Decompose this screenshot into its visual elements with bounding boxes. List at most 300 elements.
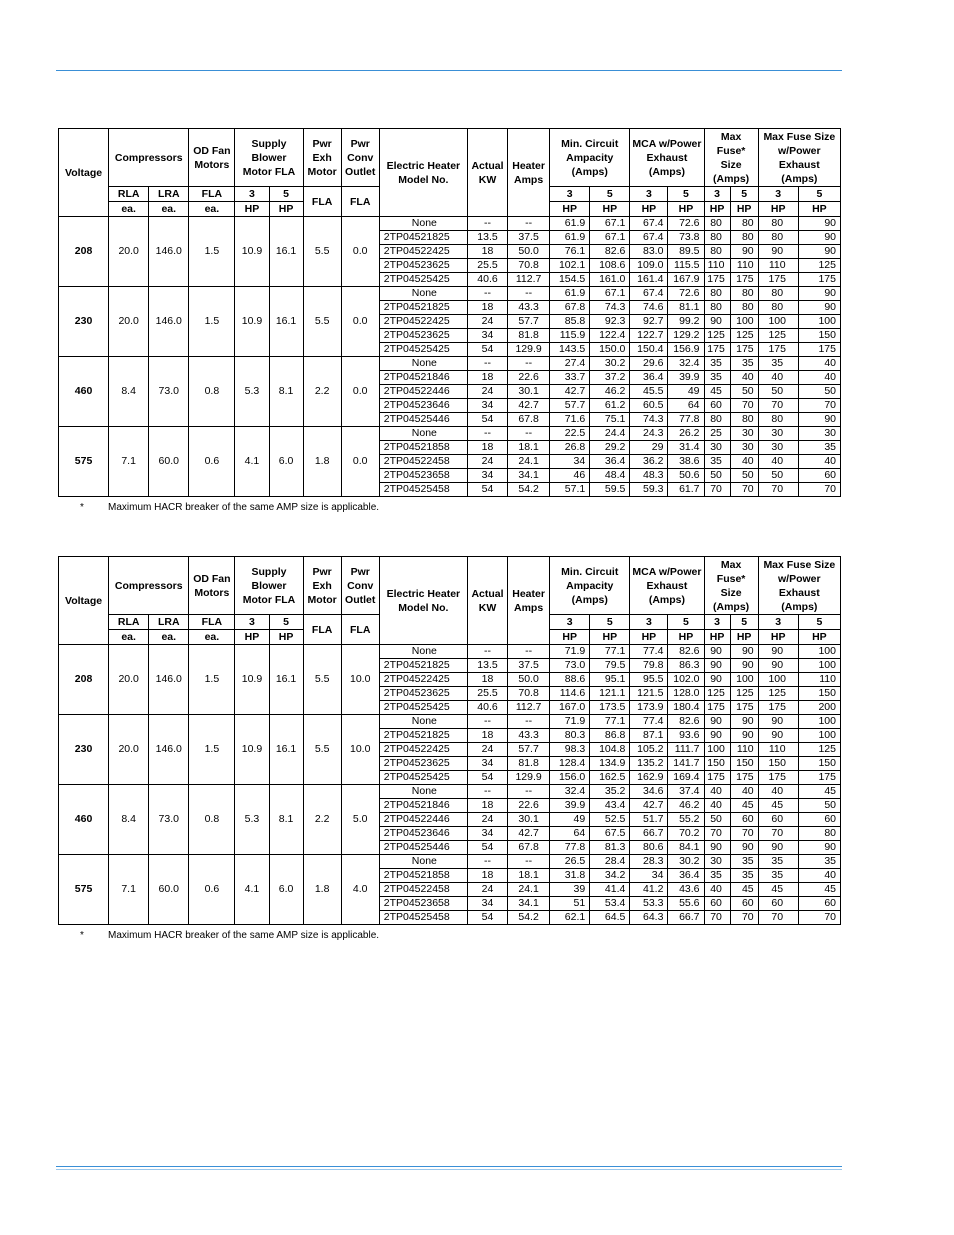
cell-value: 54	[467, 771, 507, 785]
header-mca-pe: MCA w/Power Exhaust (Amps)	[630, 129, 704, 187]
cell-value: 92.3	[590, 315, 630, 329]
cell-value: 64	[550, 827, 590, 841]
cell-value: 35	[758, 855, 798, 869]
header-od-fan: OD Fan Motors	[189, 129, 235, 187]
cell-value: 24	[467, 813, 507, 827]
cell-value: 95.1	[590, 673, 630, 687]
cell-value: 175	[704, 701, 730, 715]
header-sub: 3	[235, 187, 269, 202]
cell-value: 90	[798, 231, 840, 245]
cell-value: 81.8	[508, 329, 550, 343]
cell-value: 50.6	[668, 469, 704, 483]
cell-value: 73.8	[668, 231, 704, 245]
cell-value: 175	[798, 771, 840, 785]
table-row	[59, 715, 841, 729]
cell-value: --	[467, 715, 507, 729]
cell-value: 60	[798, 813, 840, 827]
cell-value: 43.3	[508, 301, 550, 315]
cell-value: 100	[798, 645, 840, 659]
cell-value: 70	[704, 483, 730, 497]
cell-value: 90	[798, 217, 840, 231]
cell-value: 13.5	[467, 231, 507, 245]
cell-value: 31.4	[668, 441, 704, 455]
cell-value: 40	[758, 371, 798, 385]
cell-value: 110	[798, 673, 840, 687]
cell-value: 73.0	[550, 659, 590, 673]
table-row	[59, 287, 841, 301]
cell-heater-model: None	[379, 855, 467, 869]
cell-lra: 146.0	[149, 287, 189, 357]
cell-blower3: 5.3	[235, 785, 269, 855]
cell-value: 122.7	[630, 329, 668, 343]
cell-heater-model: 2TP04525425	[379, 701, 467, 715]
cell-value: 54	[467, 343, 507, 357]
cell-blower3: 4.1	[235, 855, 269, 925]
cell-value: 90	[704, 659, 730, 673]
cell-value: 25	[704, 427, 730, 441]
cell-blower3: 5.3	[235, 357, 269, 427]
cell-value: 125	[730, 329, 758, 343]
cell-value: 40	[798, 455, 840, 469]
cell-value: 35	[704, 869, 730, 883]
cell-value: 80.3	[550, 729, 590, 743]
cell-value: 51	[550, 897, 590, 911]
header-mca-pe: MCA w/Power Exhaust (Amps)	[630, 557, 704, 615]
cell-conv: 0.0	[341, 427, 379, 497]
cell-value: 55.6	[668, 897, 704, 911]
cell-value: 162.5	[590, 771, 630, 785]
header-unit: HP	[730, 202, 758, 217]
cell-value: 90	[798, 287, 840, 301]
cell-value: 67.1	[590, 287, 630, 301]
cell-value: 50	[758, 385, 798, 399]
cell-value: 80	[758, 217, 798, 231]
cell-value: 30.1	[508, 813, 550, 827]
cell-value: 74.3	[590, 301, 630, 315]
cell-heater-model: 2TP04522446	[379, 385, 467, 399]
header-sub: 3	[704, 187, 730, 202]
cell-value: 45	[758, 883, 798, 897]
cell-value: 87.1	[630, 729, 668, 743]
cell-value: 70	[758, 911, 798, 925]
header-sub: 5	[730, 615, 758, 630]
cell-value: 28.3	[630, 855, 668, 869]
cell-heater-model: 2TP04523658	[379, 897, 467, 911]
cell-exh: 2.2	[303, 785, 341, 855]
cell-value: 100	[758, 673, 798, 687]
header-unit: HP	[668, 630, 704, 645]
cell-value: 60	[730, 897, 758, 911]
cell-value: 61.9	[550, 287, 590, 301]
cell-value: 53.3	[630, 897, 668, 911]
cell-value: 77.1	[590, 645, 630, 659]
cell-value: 35.2	[590, 785, 630, 799]
cell-value: 110	[758, 743, 798, 757]
header-unit: ea.	[149, 630, 189, 645]
cell-blower5: 16.1	[269, 217, 303, 287]
cell-value: 40	[704, 883, 730, 897]
cell-value: 67.4	[630, 217, 668, 231]
cell-exh: 2.2	[303, 357, 341, 427]
cell-heater-model: 2TP04525446	[379, 413, 467, 427]
cell-value: 22.6	[508, 799, 550, 813]
cell-value: 90	[798, 413, 840, 427]
cell-value: 80	[730, 231, 758, 245]
header-sub: RLA	[109, 615, 149, 630]
cell-value: 60	[798, 897, 840, 911]
header-unit: HP	[550, 202, 590, 217]
cell-value: 112.7	[508, 701, 550, 715]
cell-value: 67.5	[590, 827, 630, 841]
cell-value: 150	[798, 329, 840, 343]
header-unit: HP	[590, 202, 630, 217]
cell-value: 180.4	[668, 701, 704, 715]
cell-heater-model: 2TP04523625	[379, 259, 467, 273]
cell-heater-model: 2TP04521825	[379, 301, 467, 315]
cell-heater-model: 2TP04523658	[379, 469, 467, 483]
cell-exh: 5.5	[303, 645, 341, 715]
cell-value: 81.8	[508, 757, 550, 771]
cell-value: 175	[798, 343, 840, 357]
header-rule	[56, 70, 842, 71]
cell-heater-model: 2TP04525446	[379, 841, 467, 855]
cell-value: 61.2	[590, 399, 630, 413]
header-unit: HP	[758, 202, 798, 217]
footnote-text: Maximum HACR breaker of the same AMP size is applicable.	[108, 930, 380, 941]
cell-value: 26.8	[550, 441, 590, 455]
cell-value: 34	[467, 757, 507, 771]
header-unit: HP	[730, 630, 758, 645]
cell-value: 102.1	[550, 259, 590, 273]
cell-value: 40	[798, 869, 840, 883]
header-sub: 5	[668, 187, 704, 202]
cell-value: 18.1	[508, 441, 550, 455]
footnote-text: Maximum HACR breaker of the same AMP size is applicable.	[108, 502, 380, 513]
cell-value: 60	[758, 897, 798, 911]
cell-value: 30	[730, 441, 758, 455]
header-unit: ea.	[149, 202, 189, 217]
cell-value: 80	[730, 287, 758, 301]
cell-value: 70	[798, 911, 840, 925]
cell-od-fla: 1.5	[189, 715, 235, 785]
cell-value: 34.1	[508, 469, 550, 483]
cell-heater-model: 2TP04521825	[379, 659, 467, 673]
cell-value: 90	[758, 245, 798, 259]
cell-od-fla: 0.8	[189, 785, 235, 855]
cell-value: 100	[798, 659, 840, 673]
cell-value: 30	[704, 441, 730, 455]
cell-value: 110	[730, 743, 758, 757]
cell-heater-model: 2TP04522458	[379, 455, 467, 469]
header-sub: 3	[630, 615, 668, 630]
cell-value: 35	[758, 869, 798, 883]
electrical-data-table-2	[58, 556, 841, 925]
cell-value: 108.6	[590, 259, 630, 273]
header-od-fan: OD Fan Motors	[189, 557, 235, 615]
cell-value: 175	[758, 771, 798, 785]
cell-value: 25.5	[467, 259, 507, 273]
cell-value: 100	[730, 673, 758, 687]
cell-value: 13.5	[467, 659, 507, 673]
cell-heater-model: None	[379, 357, 467, 371]
cell-value: 70	[730, 911, 758, 925]
header-unit: HP	[550, 630, 590, 645]
cell-value: 150	[798, 757, 840, 771]
header-sub: 5	[590, 187, 630, 202]
cell-heater-model: 2TP04522425	[379, 315, 467, 329]
cell-value: 150	[730, 757, 758, 771]
header-supply-blower: Supply Blower Motor FLA	[235, 557, 303, 615]
cell-value: 39.9	[550, 799, 590, 813]
cell-value: 30	[730, 427, 758, 441]
cell-value: 80	[798, 827, 840, 841]
cell-heater-model: 2TP04525458	[379, 911, 467, 925]
cell-value: --	[508, 715, 550, 729]
cell-value: 35	[758, 357, 798, 371]
table-row	[59, 785, 841, 799]
cell-value: 109.0	[630, 259, 668, 273]
header-sub: FLA	[189, 187, 235, 202]
cell-value: 50	[730, 469, 758, 483]
cell-heater-model: None	[379, 715, 467, 729]
cell-value: 80	[704, 287, 730, 301]
cell-value: 24	[467, 743, 507, 757]
cell-value: 50	[704, 813, 730, 827]
cell-value: 125	[758, 329, 798, 343]
cell-heater-model: 2TP04521825	[379, 729, 467, 743]
cell-heater-model: 2TP04521858	[379, 441, 467, 455]
cell-value: 54	[467, 483, 507, 497]
cell-blower5: 16.1	[269, 715, 303, 785]
cell-value: --	[508, 785, 550, 799]
header-unit: HP	[269, 202, 303, 217]
cell-value: 45	[704, 385, 730, 399]
cell-heater-model: None	[379, 645, 467, 659]
cell-blower3: 10.9	[235, 715, 269, 785]
cell-value: 86.8	[590, 729, 630, 743]
cell-value: 60	[704, 897, 730, 911]
header-unit: HP	[798, 202, 840, 217]
cell-value: 90	[704, 673, 730, 687]
cell-rla: 7.1	[109, 427, 149, 497]
cell-value: 175	[730, 701, 758, 715]
cell-value: 48.4	[590, 469, 630, 483]
cell-heater-model: 2TP04525425	[379, 771, 467, 785]
cell-value: 57.7	[550, 399, 590, 413]
cell-value: 90	[730, 645, 758, 659]
header-max-fuse: Max Fuse* Size (Amps)	[704, 557, 758, 615]
cell-value: --	[508, 427, 550, 441]
cell-conv: 4.0	[341, 855, 379, 925]
cell-heater-model: 2TP04525425	[379, 343, 467, 357]
header-sub: 3	[704, 615, 730, 630]
cell-value: --	[467, 855, 507, 869]
header-unit: HP	[235, 630, 269, 645]
cell-value: 25.5	[467, 687, 507, 701]
header-sub: FLA	[341, 615, 379, 645]
header-unit: HP	[235, 202, 269, 217]
cell-value: 31.8	[550, 869, 590, 883]
cell-value: 30	[758, 427, 798, 441]
cell-conv: 0.0	[341, 217, 379, 287]
cell-value: 121.5	[630, 687, 668, 701]
cell-exh: 5.5	[303, 217, 341, 287]
cell-value: 98.3	[550, 743, 590, 757]
cell-heater-model: 2TP04522425	[379, 245, 467, 259]
cell-value: 18	[467, 371, 507, 385]
cell-value: 59.5	[590, 483, 630, 497]
cell-value: 70	[758, 483, 798, 497]
cell-value: 67.8	[550, 301, 590, 315]
cell-value: 156.0	[550, 771, 590, 785]
cell-value: 51.7	[630, 813, 668, 827]
cell-value: 29.2	[590, 441, 630, 455]
cell-value: 54.2	[508, 911, 550, 925]
cell-od-fla: 0.8	[189, 357, 235, 427]
cell-value: 52.5	[590, 813, 630, 827]
cell-value: 70	[730, 827, 758, 841]
cell-value: 40	[758, 785, 798, 799]
cell-value: 175	[730, 343, 758, 357]
header-unit: HP	[590, 630, 630, 645]
header-sub: FLA	[341, 187, 379, 217]
cell-value: 129.2	[668, 329, 704, 343]
cell-value: 61.7	[668, 483, 704, 497]
header-unit: HP	[630, 202, 668, 217]
cell-value: 102.0	[668, 673, 704, 687]
cell-value: 175	[704, 771, 730, 785]
cell-value: 77.4	[630, 645, 668, 659]
cell-value: 70.8	[508, 259, 550, 273]
cell-value: 46	[550, 469, 590, 483]
cell-value: 175	[758, 343, 798, 357]
cell-value: 80	[704, 217, 730, 231]
header-sub: FLA	[189, 615, 235, 630]
header-actual-kw: Actual KW	[467, 129, 507, 217]
cell-value: 50	[798, 385, 840, 399]
cell-value: 90	[798, 301, 840, 315]
cell-value: 90	[758, 729, 798, 743]
header-sub: 5	[668, 615, 704, 630]
cell-value: 50	[730, 385, 758, 399]
cell-value: 62.1	[550, 911, 590, 925]
cell-value: 35	[704, 357, 730, 371]
cell-conv: 0.0	[341, 287, 379, 357]
cell-lra: 146.0	[149, 645, 189, 715]
cell-value: 30.2	[590, 357, 630, 371]
cell-value: 34	[630, 869, 668, 883]
header-sub: 5	[269, 187, 303, 202]
header-unit: HP	[704, 630, 730, 645]
cell-value: 40	[798, 357, 840, 371]
cell-blower5: 8.1	[269, 357, 303, 427]
cell-value: 34	[467, 399, 507, 413]
cell-value: 29.6	[630, 357, 668, 371]
header-pwr-conv: Pwr Conv Outlet	[341, 129, 379, 187]
cell-value: 173.5	[590, 701, 630, 715]
cell-value: 134.9	[590, 757, 630, 771]
cell-value: 90	[704, 715, 730, 729]
cell-value: 34	[467, 827, 507, 841]
cell-value: 154.5	[550, 273, 590, 287]
cell-blower5: 6.0	[269, 427, 303, 497]
cell-value: 100	[730, 315, 758, 329]
cell-value: 141.7	[668, 757, 704, 771]
cell-lra: 73.0	[149, 357, 189, 427]
cell-value: 100	[758, 315, 798, 329]
cell-value: 169.4	[668, 771, 704, 785]
cell-value: 46.2	[668, 799, 704, 813]
cell-value: 67.1	[590, 217, 630, 231]
cell-value: 24	[467, 883, 507, 897]
cell-value: 64	[668, 399, 704, 413]
cell-value: 57.7	[508, 315, 550, 329]
spec-table	[58, 556, 841, 925]
header-sub: 5	[730, 187, 758, 202]
cell-value: 40	[758, 455, 798, 469]
cell-value: 30	[704, 855, 730, 869]
header-sub: 3	[758, 615, 798, 630]
cell-value: 24.3	[630, 427, 668, 441]
cell-value: 175	[758, 273, 798, 287]
cell-value: 35	[704, 371, 730, 385]
cell-voltage: 208	[59, 217, 109, 287]
cell-value: 34.1	[508, 897, 550, 911]
cell-lra: 73.0	[149, 785, 189, 855]
cell-value: 129.9	[508, 343, 550, 357]
cell-value: 72.6	[668, 217, 704, 231]
header-compressors: Compressors	[109, 129, 189, 187]
table-row	[59, 357, 841, 371]
cell-value: 49	[550, 813, 590, 827]
cell-blower3: 10.9	[235, 645, 269, 715]
cell-heater-model: 2TP04522425	[379, 743, 467, 757]
cell-value: 90	[730, 841, 758, 855]
cell-value: 90	[730, 659, 758, 673]
cell-value: 129.9	[508, 771, 550, 785]
header-unit: HP	[630, 630, 668, 645]
cell-value: 22.5	[550, 427, 590, 441]
cell-value: 50	[704, 469, 730, 483]
cell-value: 40	[730, 455, 758, 469]
cell-blower5: 6.0	[269, 855, 303, 925]
cell-value: 93.6	[668, 729, 704, 743]
cell-value: 46.2	[590, 385, 630, 399]
cell-value: 42.7	[630, 799, 668, 813]
cell-value: 59.3	[630, 483, 668, 497]
cell-blower3: 4.1	[235, 427, 269, 497]
cell-value: 18	[467, 245, 507, 259]
cell-value: 125	[704, 687, 730, 701]
cell-value: 35	[798, 441, 840, 455]
cell-value: 43.6	[668, 883, 704, 897]
cell-value: 24	[467, 315, 507, 329]
cell-value: 38.6	[668, 455, 704, 469]
cell-heater-model: 2TP04523625	[379, 329, 467, 343]
cell-exh: 5.5	[303, 287, 341, 357]
footnote-2: * Maximum HACR breaker of the same AMP size is applicable.	[80, 930, 380, 941]
cell-value: 111.7	[668, 743, 704, 757]
cell-value: 60	[758, 813, 798, 827]
cell-value: 29	[630, 441, 668, 455]
header-sub: RLA	[109, 187, 149, 202]
cell-value: 167.9	[668, 273, 704, 287]
cell-value: 167.0	[550, 701, 590, 715]
cell-value: 114.6	[550, 687, 590, 701]
cell-conv: 5.0	[341, 785, 379, 855]
cell-value: 35	[730, 357, 758, 371]
cell-value: 40	[730, 371, 758, 385]
